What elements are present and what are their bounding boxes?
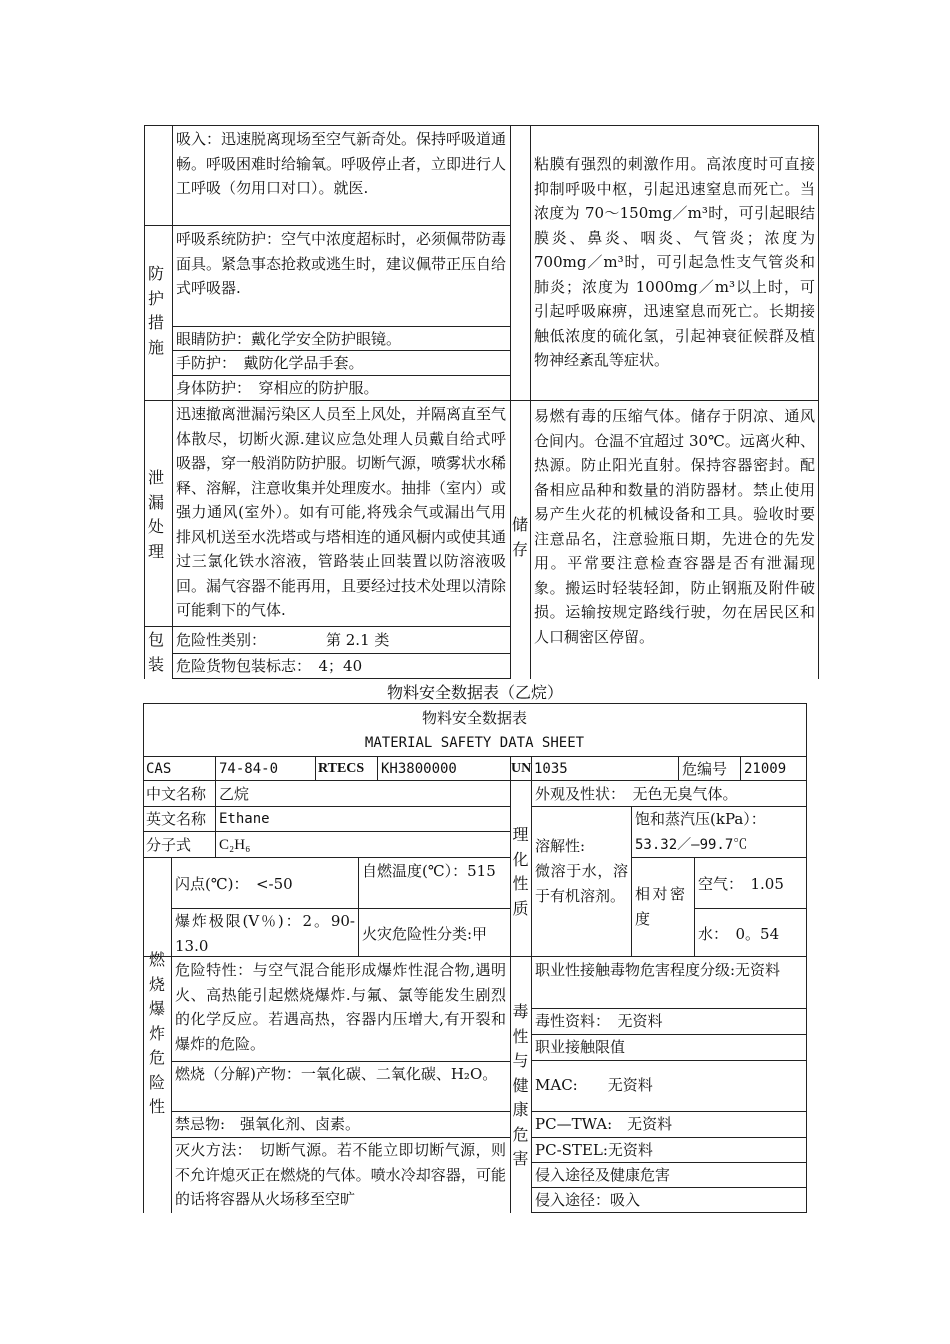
eye-protection: 眼睛防护：戴化学安全防护眼镜。 [176, 330, 402, 348]
en-name-value: Ethane [219, 811, 270, 827]
autoignition-temp: 自燃温度(℃）：515 [362, 862, 496, 880]
storage-label: 储存 [511, 515, 528, 559]
formula-value: C₂H₆ [219, 837, 251, 853]
appearance: 外观及性状： 无色无臭气体。 [535, 785, 738, 803]
mac-value: MAC: 无资料 [535, 1076, 653, 1094]
en-name-label: 英文名称 [146, 810, 207, 828]
relative-density-label: 相对密度 [635, 885, 685, 928]
physchem-label: 理化性质 [512, 825, 529, 918]
pc-stel-value: PC-STEL:无资料 [535, 1141, 653, 1159]
sheet-title-en: MATERIAL SAFETY DATA SHEET [364, 735, 585, 751]
incompatible-materials: 禁忌物: 强氧化剂、卤素。 [175, 1115, 361, 1133]
rtecs-number: KH3800000 [381, 761, 457, 777]
respiratory-protection: 呼吸系统防护：空气中浓度超标时，必须佩带防毒面具。紧急事态抢救或逃生时，建议佩带正压自给式呼吸器. [176, 230, 507, 297]
danger-properties: 危险特性：与空气混合能形成爆炸性混合物,遇明火、高热能引起燃烧爆炸.与氟、氯等能发生剧烈的化学反应。若遇高热，容器内压增大,有开裂和爆炸的危险。 [175, 961, 506, 1053]
occupational-hazard-grade: 职业性接触毒物危害程度分级:无资料 [535, 961, 781, 979]
vapor-pressure-label: 饱和蒸汽压(kPa）： [635, 810, 766, 828]
leak-handling-text: 迅速撤离泄漏污染区人员至上风处，并隔离直至气体散尽，切断火源.建议应急处理人员戴自给式呼吸器，穿一般消防防护服。切断气源，喷雾状水稀释、溶解，注意收集并处理废水。抽排（室内）或强力通风(室外）。如有可能,将残余气或漏出气用排风机送至水洗塔或与塔相连的通风橱内或使其通过三氯化铁水溶液，管路装止回装置以防溶液吸回。漏气容器不能再用，且要经过技术处理以清除可能剩下的气体. [176, 405, 507, 619]
flash-point: 闪点(℃)： <-50 [175, 875, 293, 893]
combustion-products: 燃烧（分解)产物：一氧化碳、二氧化碳、H₂O。 [175, 1065, 498, 1083]
extinguishing-method: 灭火方法： 切断气源。若不能立即切断气源，则不允许熄灭正在燃烧的气体。喷水冷却容器，可能的话将容器从火场移至空旷 [175, 1141, 506, 1208]
inhalation-first-aid: 吸入：迅速脱离现场至空气新奇处。保持呼吸道通畅。呼吸困难时给输氧。呼吸停止者，立即进行人工呼吸（勿用口对口）。就医. [176, 130, 507, 197]
entry-route: 侵入途径：吸入 [535, 1191, 641, 1209]
sheet-caption: 物料安全数据表（乙烷） [386, 683, 563, 702]
route-health-header: 侵入途径及健康危害 [535, 1166, 671, 1184]
un-label: UN [511, 761, 532, 776]
toxicity-health-label: 毒性与健康危害 [512, 1002, 529, 1168]
danger-number-label: 危编号 [682, 760, 728, 778]
solubility-label: 溶解性: [535, 837, 586, 855]
density-water: 水： 0。54 [698, 925, 780, 943]
rtecs-label: RTECS [318, 761, 365, 776]
toxicity-data: 毒性资料： 无资料 [535, 1012, 663, 1030]
formula-label: 分子式 [146, 836, 192, 854]
storage-text: 易燃有毒的压缩气体。储存于阴凉、通风仓间内。仓温不宜超过 30℃。远离火种、热源。防止阳光直射。保持容器密封。配备相应品种和数量的消防器材。禁止使用易产生火花的机械设备和工具。验收时要注意品名，注意验瓶日期，先进仓的先发用。平常要注意检查容器是否有泄漏现象。搬运时轻装轻卸，防止钢瓶及附件破损。运输按规定路线行驶，勿在居民区和人口稠密区停留。 [534, 407, 815, 646]
sheet-title-cn: 物料安全数据表 [421, 709, 527, 727]
packaging-label: 包装 [147, 630, 164, 674]
explosion-limit: 爆炸极限(V％)：2。90-13.0 [175, 912, 355, 955]
solubility-value: 微溶于水，溶于有机溶剂。 [535, 862, 628, 905]
package-mark: 危险货物包装标志： 4；40 [176, 657, 363, 675]
body-protection: 身体防护： 穿相应的防护服。 [176, 379, 379, 397]
hand-protection: 手防护： 戴防化学品手套。 [176, 354, 364, 372]
cas-number: 74-84-0 [219, 761, 279, 777]
fire-class: 火灾危险性分类:甲 [362, 925, 488, 943]
hazard-class-value: 第 2.1 类 [326, 631, 390, 649]
un-number: 1035 [534, 761, 568, 777]
cas-label: CAS [146, 761, 172, 777]
health-hazard-text: 粘膜有强烈的刺激作用。高浓度时可直接抑制呼吸中枢，引起迅速窒息而死亡。当浓度为 70～150mg／m³时，可引起眼结膜炎、鼻炎、咽炎、气管炎；浓度为 700mg／m³时，可引起急性支气管炎和肺炎；浓度为 1000mg／m³以上时，可引起呼吸麻痹，迅速窒息而死亡。长期接触低浓度的硫化氢，引起神衰征候群及植物神经紊乱等症状。 [534, 155, 815, 369]
vapor-pressure-value: 53.32／—99.7℃ [635, 837, 748, 853]
hazard-class-label: 危险性类别： [176, 631, 267, 649]
leak-handling-label: 泄漏处理 [147, 468, 164, 561]
danger-number: 21009 [744, 761, 787, 777]
cn-name-value: 乙烷 [219, 785, 250, 803]
density-air: 空气： 1.05 [698, 875, 784, 893]
fire-hazard-label: 燃烧爆炸危险性 [148, 950, 165, 1116]
pc-twa-value: PC—TWA: 无资料 [535, 1115, 673, 1133]
exposure-limit: 职业接触限值 [535, 1038, 626, 1056]
protection-label: 防护措施 [147, 264, 164, 357]
cn-name-label: 中文名称 [146, 785, 207, 803]
